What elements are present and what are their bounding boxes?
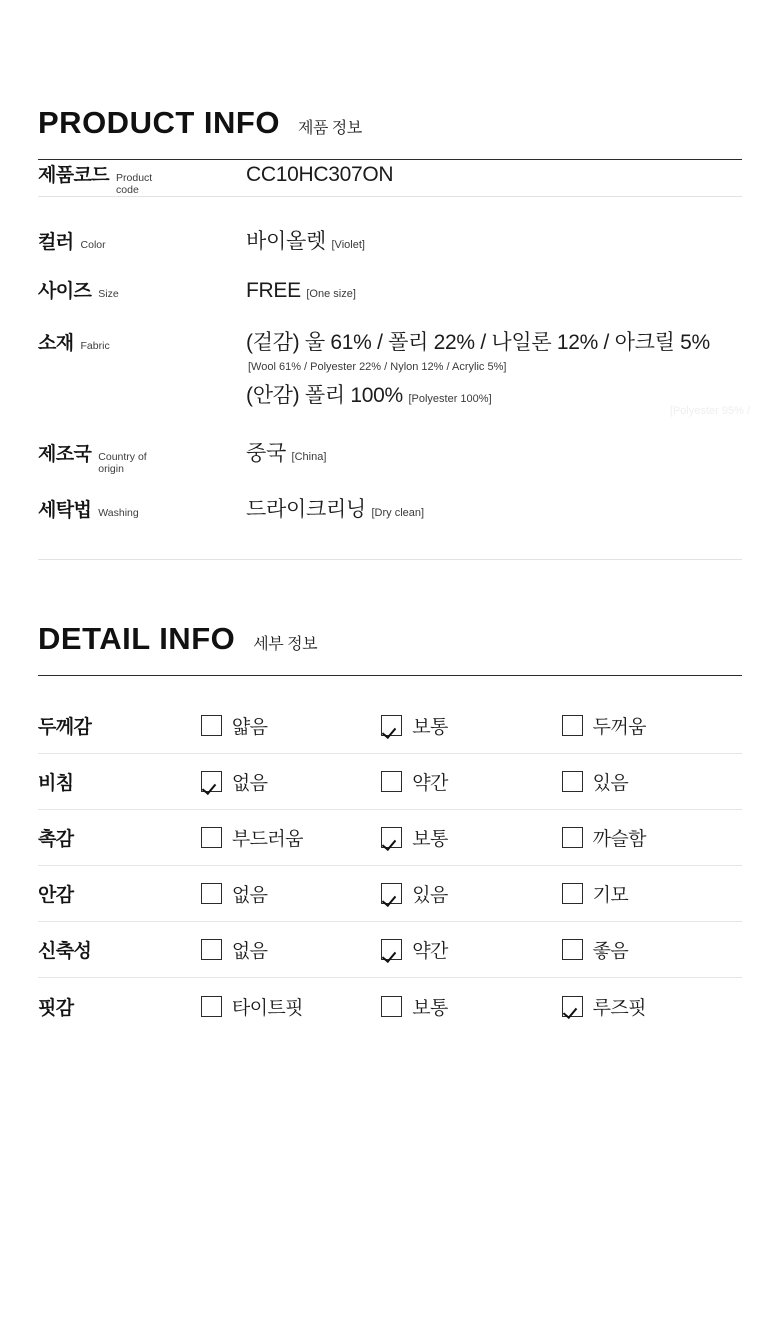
table-row-washing [38, 475, 742, 559]
checkbox[interactable] [201, 827, 222, 848]
detail-option-cell[interactable] [201, 978, 381, 1034]
color-value-cell [246, 197, 742, 257]
checkbox[interactable] [201, 996, 222, 1017]
detail-option-label: 없음 [231, 773, 268, 795]
checkbox[interactable] [381, 827, 402, 848]
detail-option-label: 부드러움 [231, 829, 303, 851]
detail-row-label: 촉감 [38, 829, 74, 851]
checkbox[interactable] [562, 715, 583, 736]
detail-option-cell[interactable] [381, 978, 561, 1034]
checkbox[interactable] [201, 771, 222, 792]
detail-option-cell[interactable] [562, 698, 742, 754]
table-row [38, 978, 742, 1034]
checkbox[interactable] [381, 996, 402, 1017]
detail-option-cell[interactable] [381, 922, 561, 978]
detail-option-label: 두꺼움 [592, 717, 646, 739]
detail-option-label: 좋음 [592, 941, 629, 963]
detail-info-heading-en: DETAIL INFO [38, 620, 236, 656]
fabric-lining-value-en: [Polyester 100%] [408, 393, 492, 406]
detail-option-cell[interactable] [562, 922, 742, 978]
fabric-ghost-text: [Polyester 95% / [669, 404, 750, 417]
color-label-en: Color [80, 239, 106, 252]
checkbox[interactable] [201, 883, 222, 904]
size-value-cell [246, 257, 742, 306]
washing-value-en: [Dry clean] [371, 507, 425, 520]
size-label-en: Size [98, 287, 119, 300]
product-code-value: CC10HC307ON [246, 163, 394, 186]
detail-option-cell[interactable] [562, 810, 742, 866]
checkbox[interactable] [381, 771, 402, 792]
detail-option-label: 없음 [231, 885, 268, 907]
size-value-en: [One size] [306, 287, 356, 300]
product-code-label-ko: 제품코드 [38, 165, 110, 186]
product-info-heading [38, 105, 742, 141]
detail-option-cell[interactable] [201, 866, 381, 922]
color-value-en: [Violet] [331, 239, 365, 252]
origin-label-ko: 제조국 [38, 443, 92, 465]
size-label-cell [38, 257, 246, 306]
table-row [38, 810, 742, 866]
checkbox[interactable] [562, 996, 583, 1017]
fabric-outer-value: (겉감) 울 61% / 폴리 22% / 나일론 12% / 아크릴 5% [246, 330, 710, 354]
checkbox[interactable] [381, 715, 402, 736]
washing-label-cell [38, 475, 246, 559]
table-row [38, 754, 742, 810]
fabric-label-cell [38, 306, 246, 411]
checkbox[interactable] [381, 883, 402, 904]
detail-option-cell[interactable] [381, 754, 561, 810]
table-row-origin [38, 411, 742, 475]
size-label-ko: 사이즈 [38, 280, 92, 302]
detail-option-cell[interactable] [201, 922, 381, 978]
detail-option-cell[interactable] [201, 810, 381, 866]
detail-option-label: 약간 [412, 941, 448, 963]
detail-option-label: 있음 [592, 773, 629, 795]
detail-option-label: 루즈핏 [592, 997, 646, 1019]
washing-value: 드라이크리닝 [246, 498, 366, 522]
washing-label-ko: 세탁법 [38, 500, 92, 522]
fabric-value-cell [246, 306, 750, 417]
fabric-outer-value-en: [Wool 61% / Polyester 22% / Nylon 12% / Acrylic 5%] [248, 360, 507, 373]
detail-info-heading-ko: 세부 정보 [253, 635, 318, 653]
origin-value: 중국 [246, 441, 286, 465]
checkbox[interactable] [201, 939, 222, 960]
detail-option-label: 얇음 [231, 717, 268, 739]
origin-label-en: Country of origin [98, 450, 147, 476]
detail-option-cell[interactable] [562, 754, 742, 810]
washing-label-en: Washing [98, 507, 139, 520]
origin-value-cell [246, 411, 742, 475]
detail-option-label: 타이트핏 [231, 997, 303, 1019]
detail-option-cell[interactable] [381, 810, 561, 866]
fabric-lining-value: (안감) 폴리 100% [246, 384, 403, 408]
checkbox[interactable] [562, 827, 583, 848]
color-label-ko: 컬러 [38, 232, 74, 254]
detail-option-cell[interactable] [562, 866, 742, 922]
color-value: 바이올렛 [246, 230, 326, 254]
checkbox[interactable] [562, 883, 583, 904]
fabric-label-ko: 소재 [38, 332, 74, 354]
detail-option-cell[interactable] [201, 754, 381, 810]
detail-row-label: 안감 [38, 885, 74, 907]
product-code-label-cell [38, 160, 246, 196]
detail-option-cell[interactable] [562, 978, 742, 1034]
detail-option-label: 보통 [412, 997, 448, 1019]
detail-option-label: 있음 [412, 885, 448, 907]
color-label-cell [38, 197, 246, 257]
table-row-color [38, 197, 742, 257]
table-row-fabric [38, 306, 742, 411]
checkbox[interactable] [562, 771, 583, 792]
checkbox[interactable] [381, 939, 402, 960]
origin-label-cell [38, 411, 246, 475]
product-code-label-en: Product code [116, 172, 153, 197]
table-row [38, 698, 742, 754]
detail-option-label: 기모 [592, 885, 629, 907]
product-info-heading-en: PRODUCT INFO [38, 105, 280, 140]
table-row-size [38, 257, 742, 306]
detail-row-label: 비침 [38, 773, 74, 795]
detail-info-heading [38, 621, 742, 657]
detail-row-label: 신축성 [38, 941, 92, 963]
detail-option-cell[interactable] [381, 866, 561, 922]
size-value: FREE [246, 278, 301, 302]
detail-option-label: 까슬함 [592, 829, 646, 851]
detail-option-label: 약간 [412, 773, 448, 795]
detail-row-label: 두께감 [38, 717, 92, 739]
washing-value-cell [246, 475, 742, 559]
fabric-label-en: Fabric [80, 339, 110, 352]
detail-info-table [38, 698, 742, 1034]
origin-value-en: [China] [291, 450, 327, 463]
checkbox[interactable] [201, 715, 222, 736]
table-row-product-code [38, 160, 742, 196]
detail-option-cell[interactable] [201, 698, 381, 754]
detail-option-cell[interactable] [381, 698, 561, 754]
product-info-code-table [38, 160, 742, 196]
detail-option-label: 보통 [412, 829, 448, 851]
detail-option-label: 보통 [412, 717, 448, 739]
table-row [38, 866, 742, 922]
product-info-table [38, 197, 750, 559]
detail-row-label: 핏감 [38, 997, 74, 1019]
product-info-heading-ko: 제품 정보 [297, 120, 362, 137]
table-row [38, 922, 742, 978]
checkbox[interactable] [562, 939, 583, 960]
detail-option-label: 없음 [231, 941, 268, 963]
